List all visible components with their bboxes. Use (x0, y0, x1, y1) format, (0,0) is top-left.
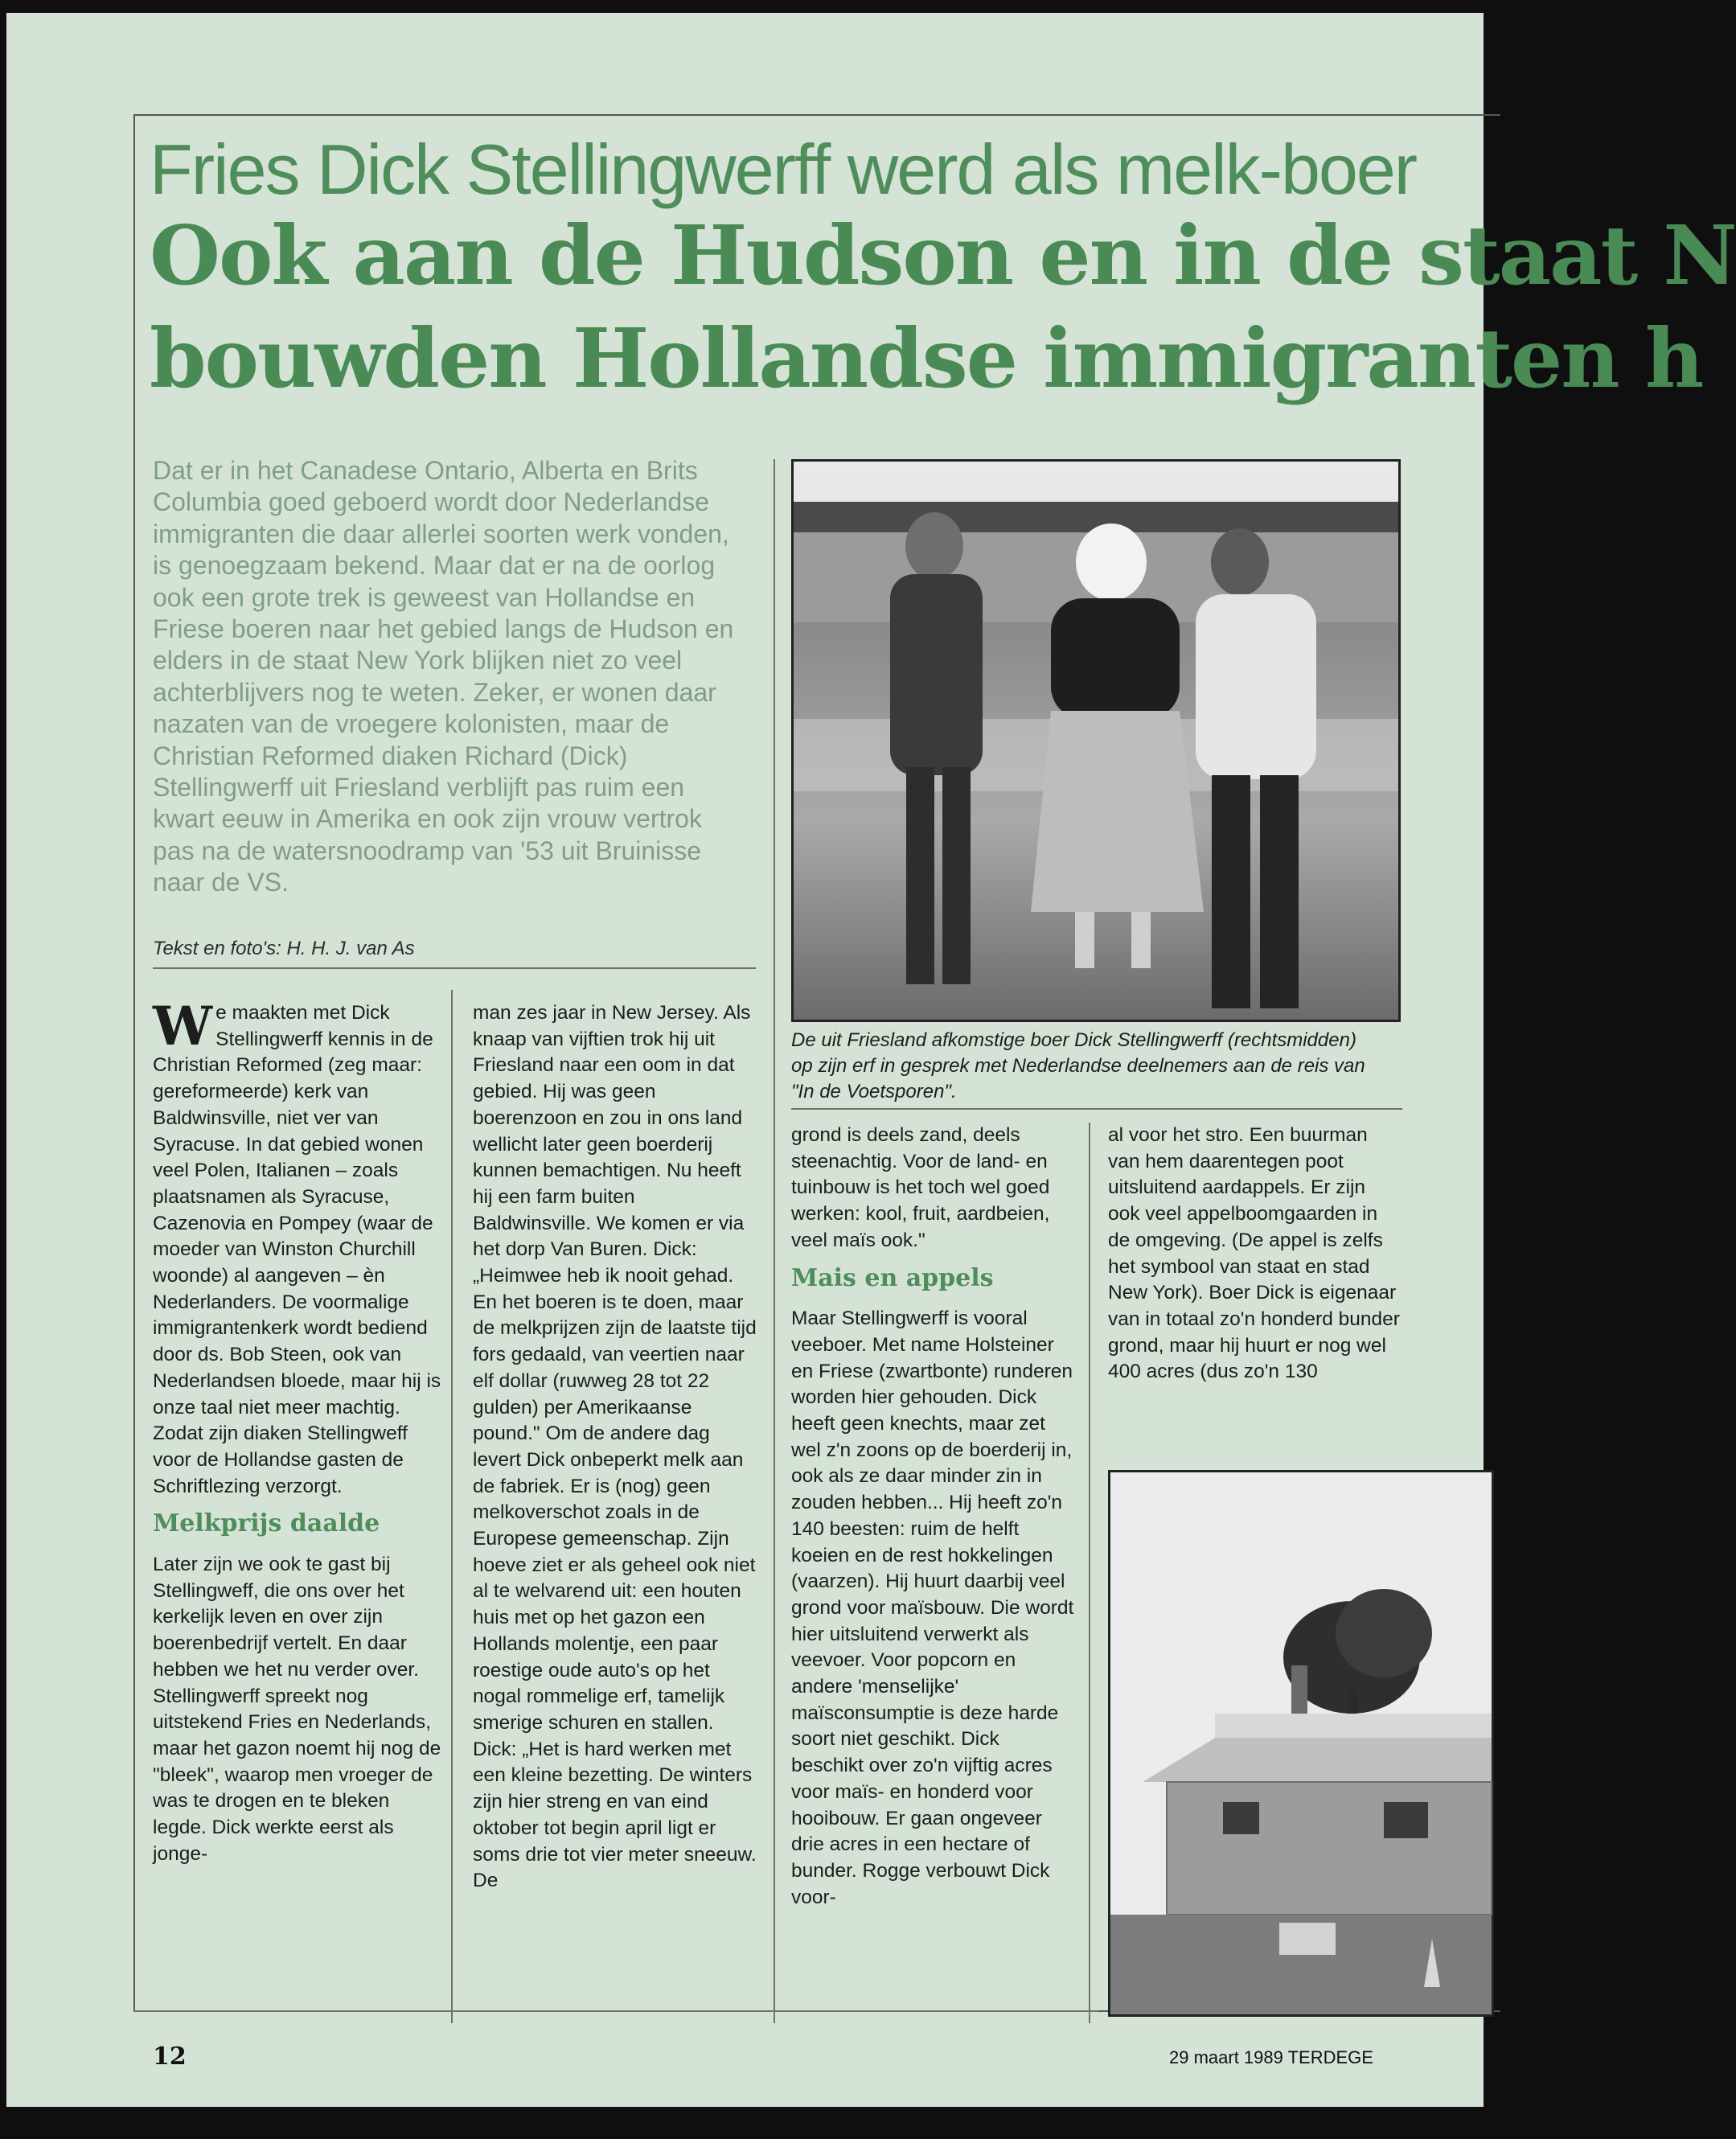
headline-subtitle: Fries Dick Stellingwerff werd als melk-boer (150, 129, 1417, 209)
headline-title-line-1: Ook aan de Hudson en in de staat N (150, 207, 1736, 303)
column-1 (153, 995, 442, 1868)
farmhouse-photo (1108, 1470, 1494, 2017)
photo-caption: De uit Friesland afkomstige boer Dick Stellingwerff (rechtsmidden) op zijn erf in gesprek met Nederlandse deelnemers aan de reis van "In de Voetsporen". (791, 1029, 1365, 1102)
magazine-page (6, 13, 1736, 2107)
column-1-paragraph-1: e maakten met Dick Stellingwerff kennis in de Christian Reformed (zeg maar: gereformeerde) kerk van Baldwinsville, niet ver van Syracuse. In dat gebied wonen veel Polen, Italianen – zoals plaatsnamen als Syracuse, Cazenovia en Pompey (waar de moeder van Winston Churchill woonde) al aangeven – èn Nederlanders. De voormalige immigrantenkerk wordt bediend door ds. Bob Steen, ook van Nederlandsen bloede, maar hij is onze taal niet meer machtig. Zodat zijn diaken Stellingweff voor de Hollandse gasten de Schriftlezing verzorgt. (153, 1002, 441, 1497)
farmhouse-photo-image (1110, 1472, 1492, 2014)
farm-photo (791, 459, 1401, 1022)
column-divider-3 (1089, 1123, 1090, 2023)
column-divider-2 (774, 459, 775, 2023)
subhead-melkprijs: Melkprijs daalde (153, 1509, 380, 1538)
column-2-paragraph-1: man zes jaar in New Jersey. Als knaap van vijftien trok hij uit Friesland naar een oom in dat gebied. Hij was geen boerenzoon en zou in ons land wellicht later geen boerderij kunnen bemachtigen. Nu heeft hij een farm buiten Baldwinsville. We komen er via het dorp Van Buren. Dick: „Heimwee heb ik nooit gehad. En het boeren is te doen, maar de melkprijzen zijn de laatste tijd fors gedaald, van veertien naar elf dollar (ruwweg 28 tot 22 gulden) per Amerikaanse pound." Om de andere dag levert Dick onbeperkt melk aan de fabriek. Er is (nog) geen melkoverschot zoals in de Europese gemeenschap. Zijn hoeve ziet er als geheel ook niet al te welvarend uit: een houten huis met op het gazon een Hollands molentje, een paar roestige oude auto's op het nogal rommelige erf, tamelijk smerige schuren en stallen. Dick: „Het is hard werken met een kleine bezetting. De winters zijn hier streng en van eind oktober tot begin april ligt er soms drie tot vier meter sneeuw. De (473, 1002, 757, 1892)
article-bottom-rule (133, 2010, 1098, 2012)
column-3-paragraph-1: grond is deels zand, deels steenachtig. Voor de land- en tuinbouw is het toch wel goed werken: kool, fruit, aardbeien, veel maïs ook." (791, 1124, 1050, 1251)
headline-title-line-2: bouwden Hollandse immigranten h (150, 310, 1703, 406)
column-1-paragraph-2: Later zijn we ook te gast bij Stellingweff, die ons over het kerkelijk leven en over zijn boerenbedrijf vertelt. En daar hebben we het nu verder over. Stellingwerff spreekt nog uitstekend Fries en Nederlands, maar het gazon noemt hij nog de "bleek", waarop men vroeger de was te drogen en te bleken legde. Dick werkte eerst als jonge- (153, 1554, 441, 1865)
column-2 (473, 1000, 758, 1895)
page-number: 12 (153, 2043, 187, 2071)
intro-text: Dat er in het Canadese Ontario, Alberta en Brits Columbia goed geboerd wordt door Nederlandse immigranten die daar allerlei soorten werk vonden, is genoegzaam bekend. Maar dat er na de oorlog ook een grote trek is geweest van Hollandse en Friese boeren naar het gebied langs de Hudson en elders in de staat New York blijken niet zo veel achterblijvers nog te weten. Zeker, er wonen daar nazaten van de vroegere kolonisten, maar de Christian Reformed diaken Richard (Dick) Stellingwerff uit Friesland verblijft pas ruim een kwart eeuw in Amerika en ook zijn vrouw vertrok pas na de watersnoodramp van '53 uit Bruinisse naar de VS. (153, 456, 734, 897)
drop-cap: W (153, 995, 213, 1057)
intro-paragraph (153, 455, 748, 899)
column-3 (791, 1123, 1077, 1911)
credit-rule (153, 967, 756, 969)
footer-date-publication: 29 maart 1989 TERDEGE (1169, 2047, 1373, 2067)
subhead-mais-en-appels: Mais en appels (791, 1263, 994, 1292)
column-4-paragraph-1: al voor het stro. Een buurman van hem daarentegen poot uitsluitend aardappels. Er zijn ook veel appelboomgaarden in de omgeving. (De appel is zelfs het symbool van staat en stad New York). Boer Dick is eigenaar van in totaal zo'n honderd bunder grond, maar hij huurt er nog wel 400 acres (dus zo'n 130 (1108, 1124, 1400, 1383)
column-3-paragraph-2: Maar Stellingwerff is vooral veeboer. Met name Holsteiner en Friese (zwartbonte) runderen worden hier gehouden. Dick heeft geen knechts, maar zet wel z'n zoons op de boerderij in, ook als ze daar minder zin in zouden hebben... Hij heeft zo'n 140 beesten: ruim de helft koeien en de rest hokkelingen (vaarzen). Hij huurt daarbij veel grond voor maïsbouw. Die wordt hier uitsluitend verwerkt als veevoer. Voor popcorn en andere 'menselijke' maïsconsumptie is deze harde soort niet geschikt. Dick beschikt over zo'n vijftig acres voor maïs- en honderd voor hooibouw. Er gaan ongeveer drie acres in een hectare of bunder. Rogge verbouwt Dick voor- (791, 1308, 1074, 1908)
author-credit: Tekst en foto's: H. H. J. van As (153, 938, 415, 959)
farm-photo-image (794, 462, 1398, 1020)
column-divider-1 (451, 990, 453, 2023)
caption-rule (791, 1108, 1402, 1110)
column-4 (1108, 1123, 1402, 1386)
